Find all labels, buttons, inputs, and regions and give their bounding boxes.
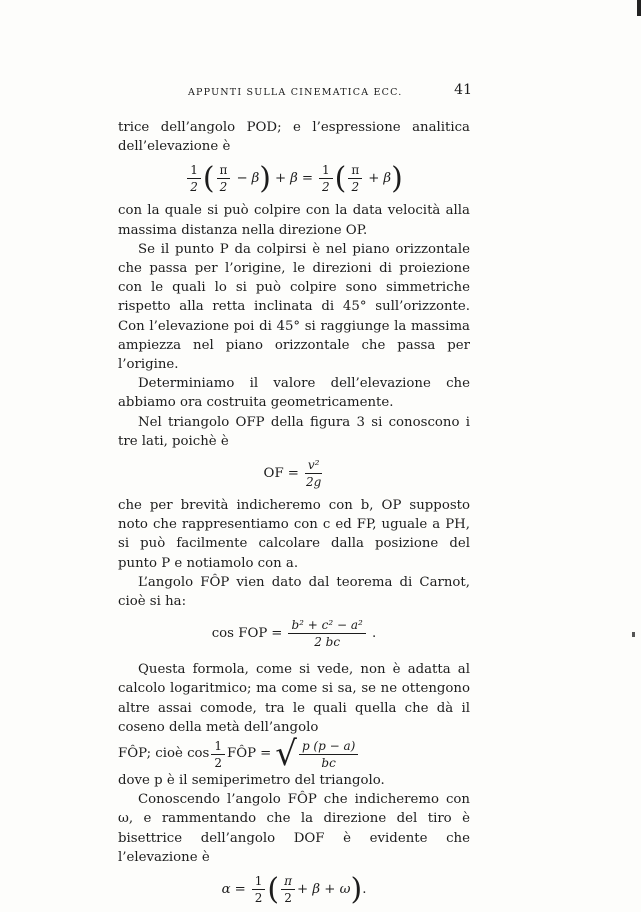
running-header	[118, 80, 470, 102]
scan-speck	[632, 632, 635, 637]
paragraph-7: L’angolo FÔP vien dato dal teorema di Carnot, cioè si ha:	[118, 574, 470, 610]
page-edge-mark	[637, 0, 641, 16]
paragraph-6: che per brevità indicheremo con b, OP supposto noto che rappresentiamo con c ed FP, uguale a PH, si può facilmente calcolare dalla posizione del punto P e notiamolo con a.	[118, 498, 470, 571]
equation-elevation: $\frac{1}{2}$ ( $\frac{\pi}{2}$ − β ) + β = $\frac{1}{2}$ ( $\frac{\pi}{2}$ + β )	[118, 162, 470, 195]
equation-final: α = $\frac{1}{2}$ ( $\frac{\pi}{2}$ + β + ω ) .	[221, 871, 367, 907]
paragraph-9: FÔP; cioè cos $\frac{1}{2}$ FÔP = √ $\frac{p (p - a)}{bc}$	[118, 737, 470, 771]
paragraph-3: Se il punto P da colpirsi è nel piano orizzontale che passa per l’origine, le direzioni di proiezione con le quali lo si può colpire sono simmetriche rispetto alla retta inclinata di 45° sull’orizzonte. Con l’elevazione poi di 45° si raggiunge la massima ampiezza nel piano orizzontale che passa per l’origine.	[118, 241, 470, 373]
paragraph-1: trice dell’angolo POD; e l’espressione analitica dell’elevazione è	[118, 120, 470, 155]
equation-carnot: cos FOP = $\frac{\text{b² + c² − a²}}{2 bc}$ .	[211, 618, 377, 650]
paragraph-9-tail: dove p è il semiperimetro del triangolo.	[118, 773, 385, 789]
paragraph-4: Determiniamo il valore dell’elevazione che abbiamo ora costruita geometricamente.	[118, 376, 470, 411]
paragraph-10: Conoscendo l’angolo FÔP che indicheremo con ω, e rammentando che la direzione del tiro è bisettrice dell’angolo DOF è evidente che l’elevazione è	[118, 792, 470, 865]
page-content	[118, 80, 470, 912]
paragraph-8: Questa formola, come si vede, non è adatta al calcolo logaritmico; ma come si sa, se ne ottengono altre assai comode, tra le quali quella che dà il coseno della metà dell’angolo	[118, 662, 470, 735]
paragraph-5: Nel triangolo OFP della figura 3 si conoscono i tre lati, poichè è	[118, 414, 470, 449]
header-title: APPUNTI SULLA CINEMATICA ECC.	[188, 87, 403, 98]
paragraph-2: con la quale si può colpire con la data velocità alla massima distanza nella direzione OP.	[118, 203, 470, 238]
equation-of: OF = $\frac{\text{v²}}{2g}$	[263, 458, 322, 490]
page-number: 41	[454, 82, 472, 98]
